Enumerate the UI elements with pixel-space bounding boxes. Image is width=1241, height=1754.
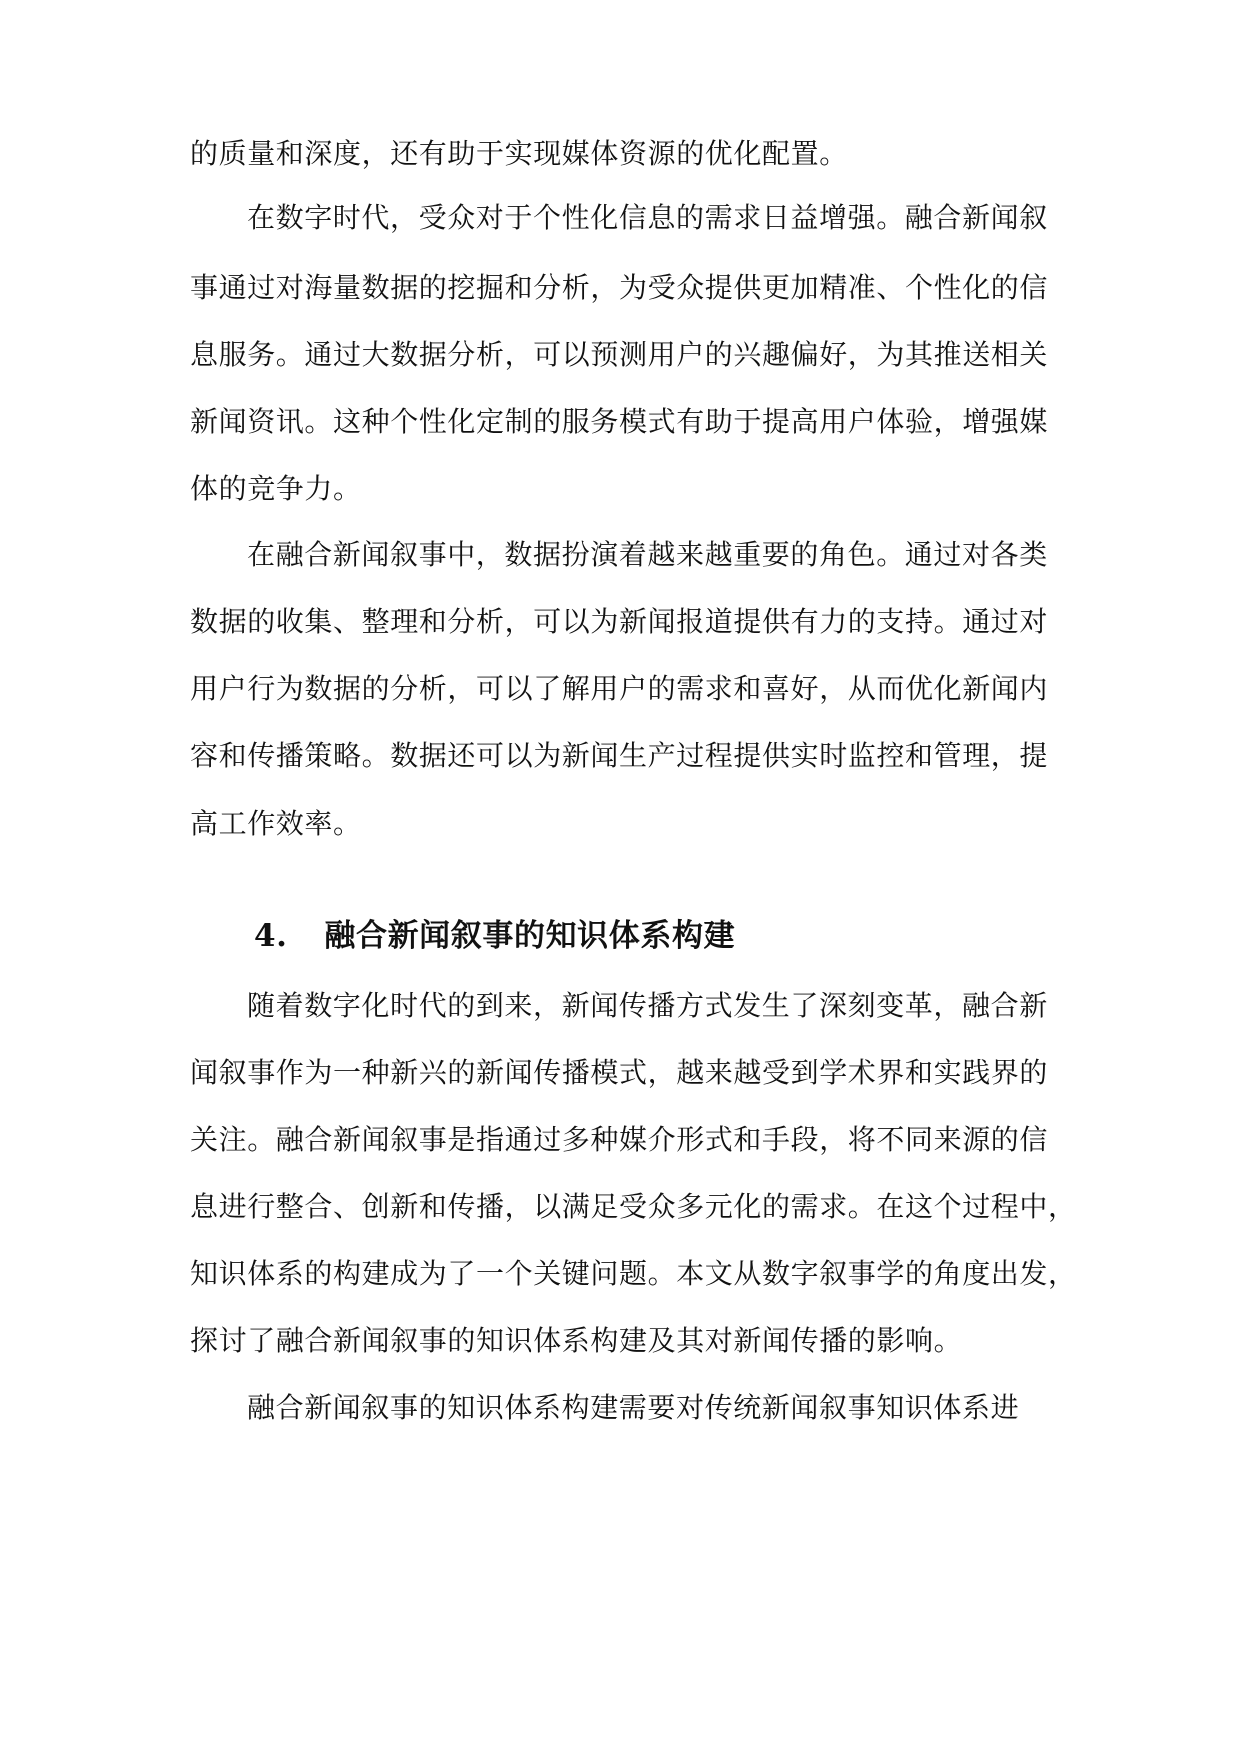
paragraph-line: 用户行为数据的分析，可以了解用户的需求和喜好，从而优化新闻内 — [190, 672, 1049, 705]
section-heading — [254, 917, 735, 955]
paragraph-line: 数据的收集、整理和分析，可以为新闻报道提供有力的支持。通过对 — [190, 605, 1049, 638]
paragraph-line: 探讨了融合新闻叙事的知识体系构建及其对新闻传播的影响。 — [190, 1324, 963, 1357]
paragraph-line: 体的竞争力。 — [190, 472, 362, 505]
paragraph-line: 的质量和深度，还有助于实现媒体资源的优化配置。 — [190, 137, 848, 170]
paragraph-line: 融合新闻叙事的知识体系构建需要对传统新闻叙事知识体系进 — [247, 1391, 1020, 1424]
section-number: 4. — [254, 918, 288, 954]
paragraph-line: 事通过对海量数据的挖掘和分析，为受众提供更加精准、个性化的信 — [190, 271, 1049, 304]
paragraph-line: 容和传播策略。数据还可以为新闻生产过程提供实时监控和管理，提 — [190, 739, 1049, 772]
paragraph-line: 息服务。通过大数据分析，可以预测用户的兴趣偏好，为其推送相关 — [190, 338, 1049, 371]
paragraph-line: 息进行整合、创新和传播，以满足受众多元化的需求。在这个过程中， — [190, 1190, 1077, 1223]
paragraph-line: 在数字时代，受众对于个性化信息的需求日益增强。融合新闻叙 — [247, 201, 1048, 234]
paragraph-line: 闻叙事作为一种新兴的新闻传播模式，越来越受到学术界和实践界的 — [190, 1056, 1049, 1089]
paragraph-line: 随着数字化时代的到来，新闻传播方式发生了深刻变革，融合新 — [247, 989, 1048, 1022]
paragraph-line: 关注。融合新闻叙事是指通过多种媒介形式和手段，将不同来源的信 — [190, 1123, 1049, 1156]
paragraph-line: 知识体系的构建成为了一个关键问题。本文从数字叙事学的角度出发， — [190, 1257, 1077, 1290]
section-title: 融合新闻叙事的知识体系构建 — [324, 918, 736, 954]
paragraph-line: 高工作效率。 — [190, 807, 362, 840]
paragraph-line: 在融合新闻叙事中，数据扮演着越来越重要的角色。通过对各类 — [247, 538, 1048, 571]
paragraph-line: 新闻资讯。这种个性化定制的服务模式有助于提高用户体验，增强媒 — [190, 405, 1049, 438]
